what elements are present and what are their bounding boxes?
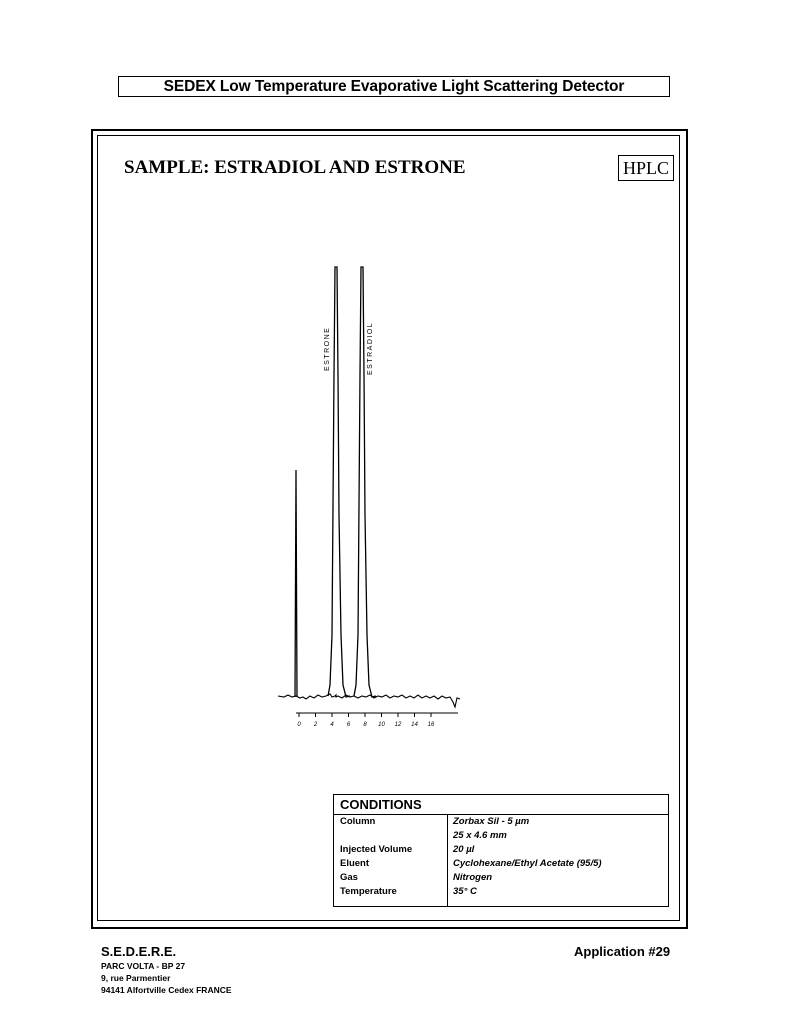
time-axis-ticks: [297, 713, 435, 728]
footer-address-line: PARC VOLTA - BP 27: [101, 961, 186, 971]
condition-label: Injected Volume: [340, 844, 413, 855]
baseline-trace: [278, 694, 460, 707]
condition-row: [334, 857, 668, 871]
estrone-peak: [328, 267, 350, 697]
application-number: Application #29: [574, 944, 671, 959]
condition-value: Cyclohexane/Ethyl Acetate (95/5): [453, 858, 602, 869]
condition-value: Nitrogen: [453, 872, 493, 883]
condition-row: [334, 815, 668, 829]
axis-tick-label: 2: [313, 722, 318, 728]
sample-title: SAMPLE: ESTRADIOL AND ESTRONE: [124, 157, 466, 178]
peak-label-estradiol: ESTRADIOL: [367, 321, 374, 375]
condition-label: Temperature: [340, 886, 397, 897]
axis-tick-label: 12: [394, 722, 402, 728]
condition-value: 35° C: [453, 886, 477, 897]
condition-label: Column: [340, 816, 376, 827]
condition-row: [334, 871, 668, 885]
axis-tick-label: 0: [297, 722, 301, 728]
axis-tick-label: 16: [427, 722, 435, 728]
axis-tick-label: 4: [330, 722, 334, 728]
technique-badge: HPLC: [618, 155, 674, 181]
injection-peak: [295, 470, 297, 697]
condition-label: Gas: [340, 872, 358, 883]
axis-tick-label: 8: [363, 722, 367, 728]
footer-address-line: 94141 Alfortville Cedex FRANCE: [101, 985, 232, 995]
axis-tick-label: 6: [346, 722, 351, 728]
condition-row: [334, 829, 668, 843]
document-header-title: SEDEX Low Temperature Evaporative Light Scattering Detector: [118, 76, 670, 97]
condition-row: [334, 885, 668, 899]
axis-tick-label: 10: [378, 722, 385, 728]
conditions-table: [333, 794, 669, 907]
condition-row: [334, 843, 668, 857]
footer-company: S.E.D.E.R.E.: [101, 944, 177, 959]
chromatogram: [270, 255, 470, 735]
condition-value: 20 µl: [453, 844, 475, 855]
condition-value: 25 x 4.6 mm: [453, 830, 507, 841]
footer-address-line: 9, rue Parmentier: [101, 973, 171, 983]
condition-label: Eluent: [340, 858, 370, 869]
conditions-title: CONDITIONS: [334, 795, 668, 815]
condition-value: Zorbax Sil - 5 µm: [453, 816, 530, 827]
axis-tick-label: 14: [411, 722, 418, 728]
peak-label-estrone: ESTRONE: [324, 326, 331, 371]
